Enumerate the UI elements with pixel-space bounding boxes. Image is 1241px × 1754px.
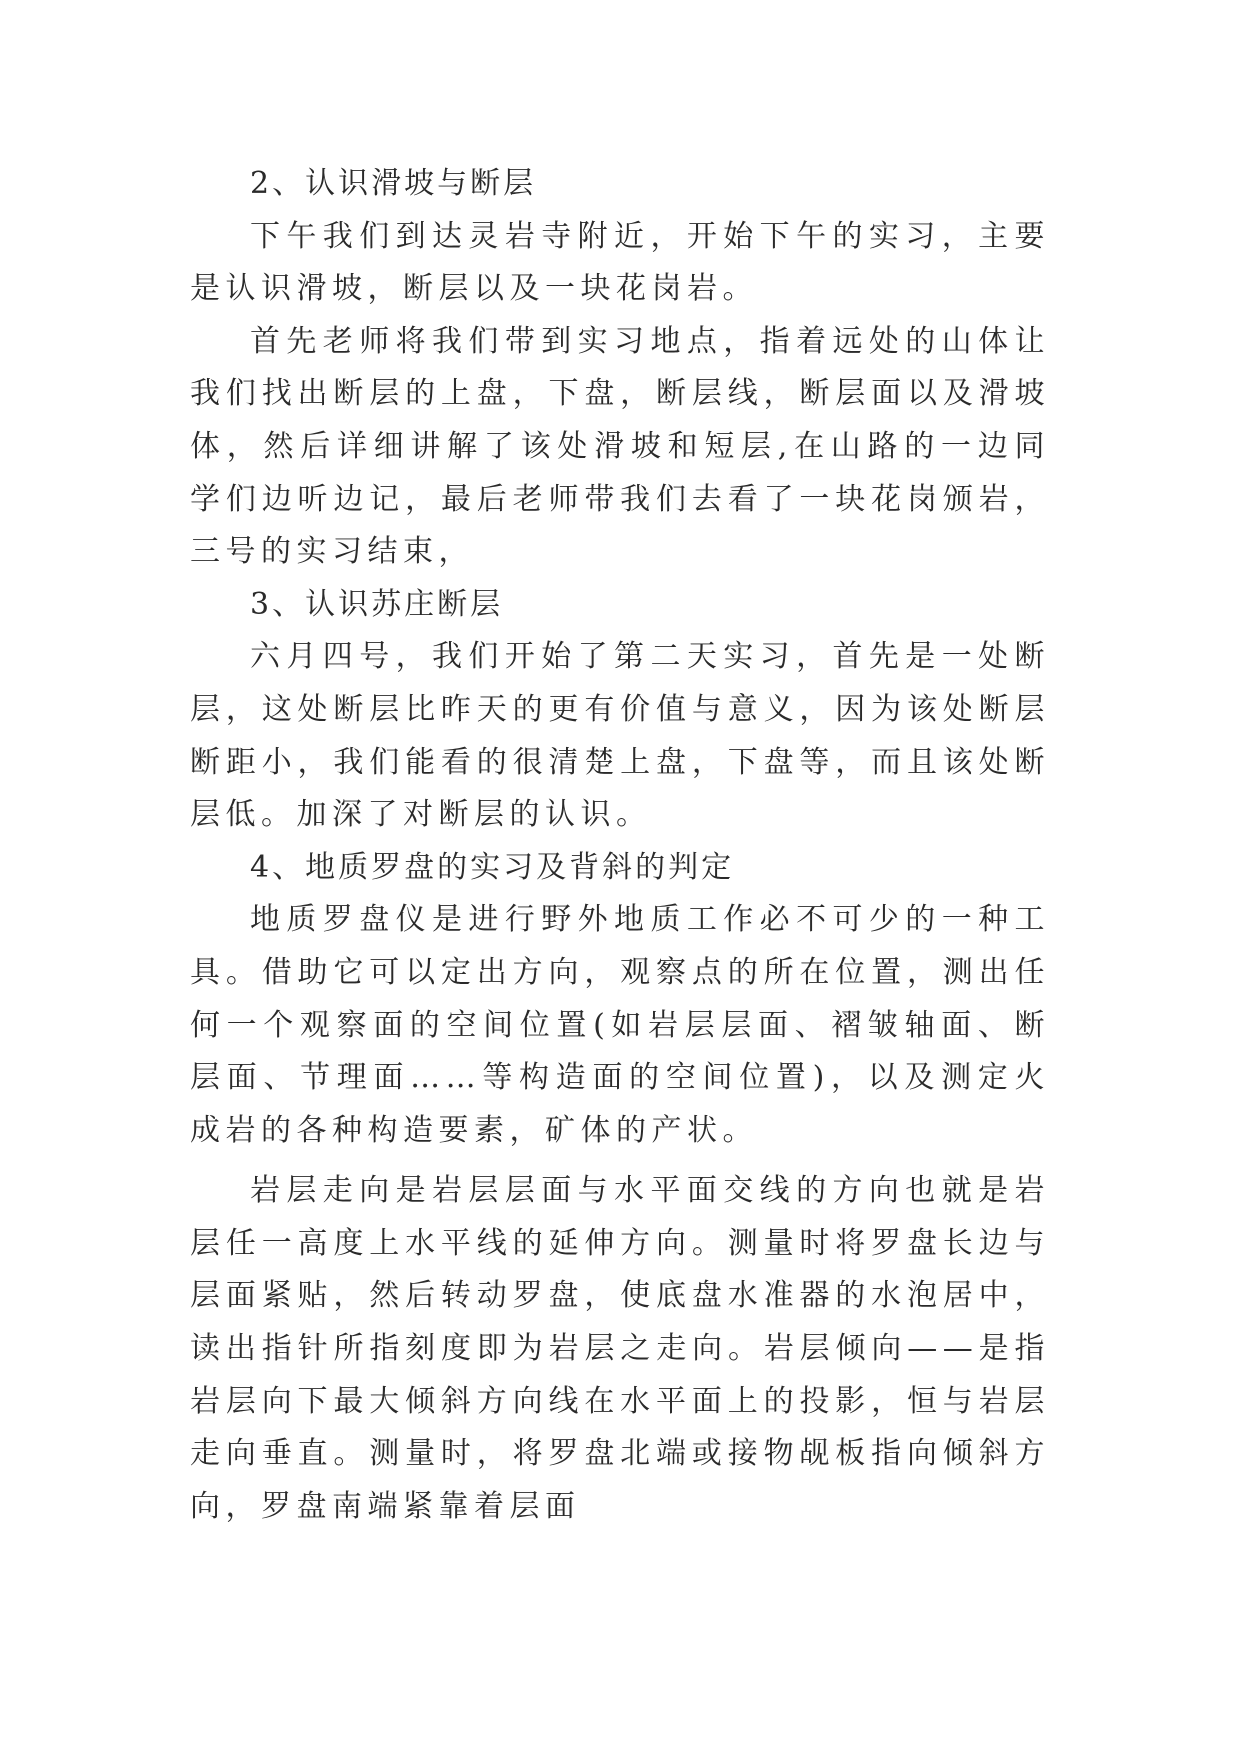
paragraph-teacher-explanation: 首先老师将我们带到实习地点，指着远处的山体让我们找出断层的上盘，下盘，断层线，断层面以及滑坡体，然后详细讲解了该处滑坡和短层,在山路的一边同学们边听边记，最后老师带我们去看了一块花岗颁岩，三号的实习结束， [190, 323, 1050, 570]
paragraph-suzhuang-fault: 六月四号，我们开始了第二天实习，首先是一处断层，这处断层比昨天的更有价值与意义，因为该处断层断距小，我们能看的很清楚上盘，下盘等，而且该处断层低。加深了对断层的认识。 [190, 639, 1050, 833]
section-heading-2: 2、认识滑坡与断层 [250, 166, 537, 201]
paragraph-compass-intro: 地质罗盘仪是进行野外地质工作必不可少的一种工具。借助它可以定出方向，观察点的所在位置，测出任何一个观察面的空间位置(如岩层层面、褶皱轴面、断层面、节理面……等构造面的空间位置)，以及测定火成岩的各种构造要素，矿体的产状。 [190, 902, 1050, 1148]
paragraph-strike-dip: 岩层走向是岩层层面与水平面交线的方向也就是岩层任一高度上水平线的延伸方向。测量时将罗盘长边与层面紧贴，然后转动罗盘，使底盘水准器的水泡居中，读出指针所指刻度即为岩层之走向。岩层倾向——是指岩层向下最大倾斜方向线在水平面上的投影，恒与岩层走向垂直。测量时，将罗盘北端或接物觇板指向倾斜方向，罗盘南端紧靠着层面 [190, 1173, 1050, 1524]
section-heading-3: 3、认识苏庄断层 [250, 586, 504, 622]
paragraph-afternoon-visit: 下午我们到达灵岩寺附近，开始下午的实习，主要是认识滑坡，断层以及一块花岗岩。 [190, 218, 1050, 307]
document-body [190, 158, 1050, 1533]
section-heading-4: 4、地质罗盘的实习及背斜的判定 [250, 849, 735, 885]
